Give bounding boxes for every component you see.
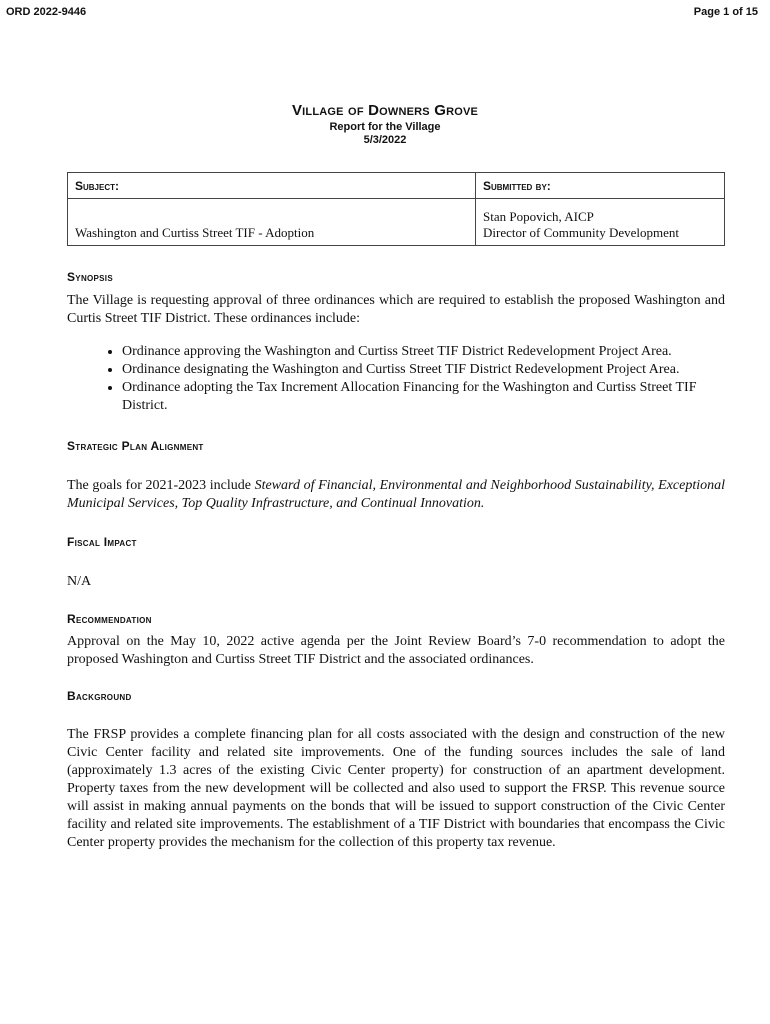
background-text: The FRSP provides a complete financing plan for all costs associated with the design and construction of the new Civic Center facility and related site improvements. One of the funding sources includes the sale of land (approximately 1.3 acres of the existing Civic Center property) for construction of an apartment development. Property taxes from the new development will be collected and also used to support the FRSP. This revenue source will assist in making annual payments on the bonds that will be issued to support construction of the Civic Center facility and related site improvements. The establishment of a TIF District with boundaries that encompass the Civic Center property provides the mechanism for the collection of this property tax revenue. [67,727,725,850]
strategic-goals: Steward of Financial, Environmental and Neighborhood Sustainability, Exceptional Municipal Services, Top Quality Infrastructure, and Continual Innovation. [67,478,726,511]
title-block [0,102,770,146]
report-body [67,270,725,852]
document-subtitle: Report for the Village [329,121,441,133]
submitter-title: Director of Community Development [483,225,680,240]
synopsis-text: The Village is requesting approval of three ordinances which are required to establish the proposed Washington and Curtis Street TIF District. These ordinances include: [67,293,725,326]
document-date: 5/3/2022 [363,134,407,146]
document-title: Village of Downers Grove [291,102,479,119]
subject-table [67,172,725,246]
subject-label: Subject: [68,173,476,199]
strategic-heading: Strategic Plan Alignment [67,439,204,453]
recommendation-heading: Recommendation [67,612,152,626]
recommendation-text: Approval on the May 10, 2022 active agenda per the Joint Review Board’s 7-0 recommendation to adopt the proposed Washington and Curtiss Street TIF District and the associated ordinances. [67,634,725,667]
list-item: • Ordinance adopting the Tax Increment Allocation Financing for the Washington and Curtiss Street TIF District. [122,379,725,415]
fiscal-text: N/A [67,574,92,589]
document-id: ORD 2022-9446 [6,6,87,18]
fiscal-heading: Fiscal Impact [67,535,137,549]
strategic-text-prefix: The goals for 2021-2023 include [67,478,255,493]
ordinance-list [67,343,725,415]
subject-value: Washington and Curtiss Street TIF - Adoption [68,199,476,246]
strategic-text [67,477,725,513]
list-item: • Ordinance designating the Washington and Curtiss Street TIF District Redevelopment Project Area. [122,361,725,379]
list-item: • Ordinance approving the Washington and Curtiss Street TIF District Redevelopment Project Area. [122,343,725,361]
background-heading: Background [67,689,132,703]
submitter-name: Stan Popovich, AICP [483,209,594,224]
synopsis-heading: Synopsis [67,270,113,284]
submitter-cell [476,199,725,246]
page-number: Page 1 of 15 [693,6,758,18]
submitted-by-label: Submitted by: [476,173,725,199]
